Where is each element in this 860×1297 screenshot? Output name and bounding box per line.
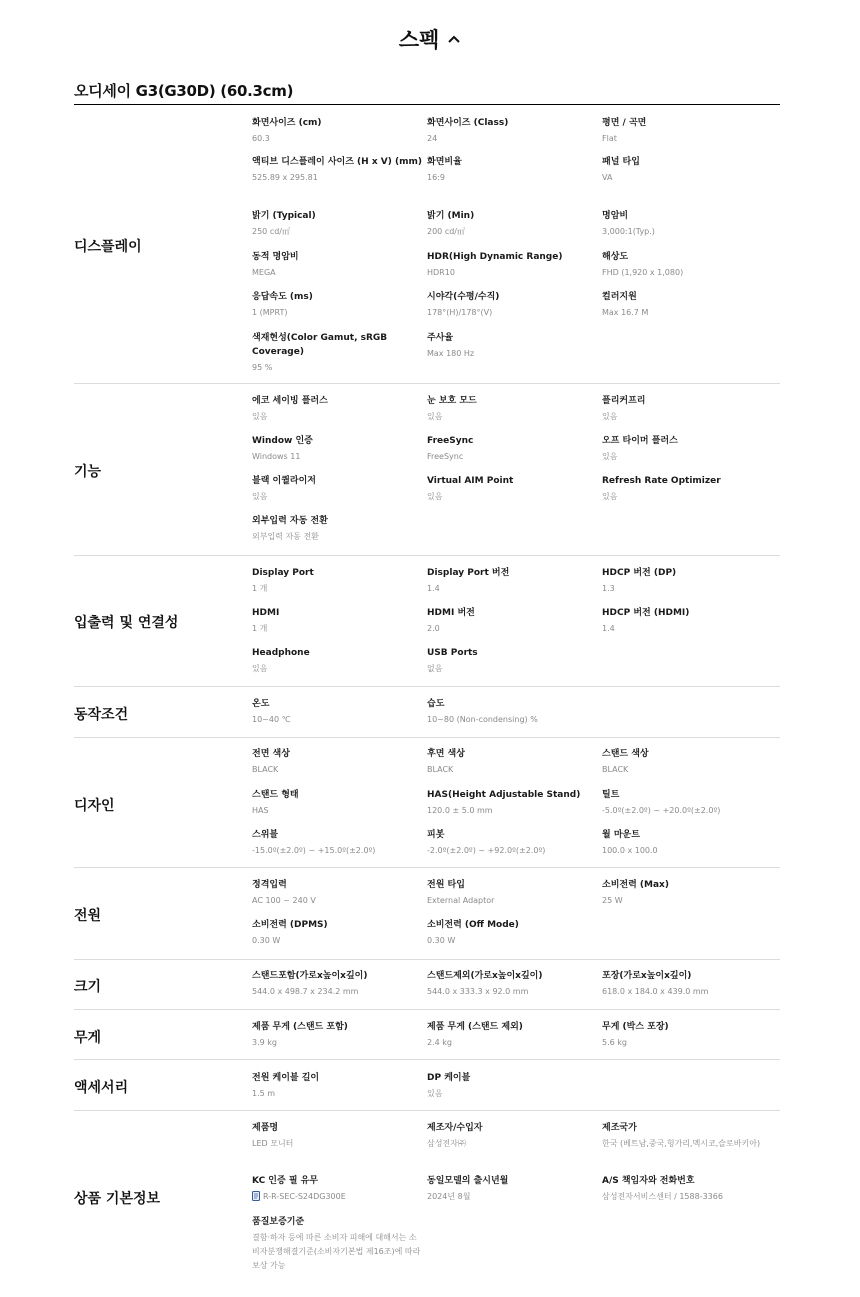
spec-value: 178°(H)/178°(V) [427, 308, 493, 317]
spec-label: 정격입력 [252, 880, 287, 890]
spec-label: 제조자/수입자 [427, 1123, 483, 1133]
spec-item [427, 209, 597, 239]
spec-value: 있음 [252, 412, 268, 421]
spec-label: KC 인증 필 유무 [252, 1176, 319, 1186]
section-title: 디자인 [74, 798, 115, 814]
spec-item [427, 878, 597, 908]
spec-value: 10~40 ℃ [252, 715, 291, 724]
section-title: 전원 [74, 908, 102, 924]
spec-value: 있음 [427, 492, 443, 501]
spec-value: HDR10 [427, 268, 455, 277]
spec-item [427, 1071, 597, 1101]
spec-item [252, 828, 422, 858]
spec-item [252, 1215, 422, 1273]
spec-label: 플리커프리 [602, 396, 646, 406]
spec-item [427, 747, 597, 777]
spec-value: MEGA [252, 268, 276, 277]
spec-item [602, 747, 772, 777]
spec-label: 화면사이즈 (cm) [252, 118, 322, 128]
spec-item [252, 1071, 422, 1101]
spec-label: 소비전력 (DPMS) [252, 920, 328, 930]
spec-value: FHD (1,920 x 1,080) [602, 268, 684, 277]
model-title: 오디세이 G3(G30D) (60.3cm) [74, 82, 294, 100]
spec-item [252, 474, 422, 504]
section-title: 동작조건 [74, 707, 129, 723]
spec-value: 16:9 [427, 173, 445, 182]
spec-label: 시야각(수평/수직) [427, 292, 500, 302]
spec-label: 포장(가로x높이x깊이) [602, 971, 692, 981]
spec-item [427, 969, 597, 999]
spec-label: 에코 세이빙 플러스 [252, 396, 328, 406]
spec-value: Flat [602, 134, 617, 143]
spec-label: DP 케이블 [427, 1073, 471, 1083]
spec-item [602, 290, 772, 320]
spec-label: 제조국가 [602, 1123, 637, 1133]
spec-label: HDCP 버전 (HDMI) [602, 608, 690, 618]
spec-label: USB Ports [427, 648, 478, 658]
spec-value: BLACK [427, 765, 454, 774]
spec-label: 스위블 [252, 830, 279, 840]
spec-section [74, 868, 780, 960]
spec-value: 2.4 kg [427, 1038, 452, 1047]
spec-item [427, 290, 597, 320]
spec-value: 1.3 [602, 584, 615, 593]
spec-value: -15.0º(±2.0º) ~ +15.0º(±2.0º) [252, 846, 376, 855]
spec-value [252, 1190, 422, 1204]
spec-value: External Adaptor [427, 896, 495, 905]
spec-value: 2.0 [427, 624, 440, 633]
spec-item [427, 394, 597, 424]
spec-value: 544.0 x 333.3 x 92.0 mm [427, 987, 529, 996]
spec-label: 해상도 [602, 252, 629, 262]
spec-value: VA [602, 173, 613, 182]
spec-label: 화면비율 [427, 157, 462, 167]
spec-item [427, 1121, 597, 1151]
spec-item [427, 1020, 597, 1050]
spec-item [602, 1174, 772, 1204]
spec-label: 평면 / 곡면 [602, 118, 647, 128]
spec-item [252, 331, 422, 375]
spec-label: Headphone [252, 648, 310, 658]
spec-label: 명암비 [602, 211, 629, 221]
spec-item [427, 331, 597, 361]
spec-value: 5.6 kg [602, 1038, 627, 1047]
spec-item [252, 1121, 422, 1151]
spec-value: -5.0º(±2.0º) ~ +20.0º(±2.0º) [602, 806, 721, 815]
spec-item [602, 566, 772, 596]
spec-label: 온도 [252, 699, 270, 709]
spec-item [602, 878, 772, 908]
spec-item [252, 566, 422, 596]
spec-item [427, 918, 597, 948]
section-title: 무게 [74, 1030, 102, 1046]
spec-value: FreeSync [427, 452, 464, 461]
spec-value: 250 cd/㎡ [252, 227, 290, 236]
spec-label: HAS(Height Adjustable Stand) [427, 790, 581, 800]
spec-value: HAS [252, 806, 269, 815]
spec-section [74, 1060, 780, 1111]
spec-item [252, 209, 422, 239]
spec-item [602, 155, 772, 185]
spec-section [74, 384, 780, 556]
spec-value: BLACK [602, 765, 629, 774]
spec-section [74, 105, 780, 384]
spec-item [602, 1020, 772, 1050]
spec-item [602, 606, 772, 636]
spec-label: 외부입력 자동 전환 [252, 516, 328, 526]
spec-value: 0.30 W [427, 936, 456, 945]
spec-value: 1 개 [252, 624, 268, 633]
spec-value: 결함·하자 등에 따른 소비자 피해에 대해서는 소비자분쟁해결기준(소비자기본법 제16조)에 따라 보상 가능 [252, 1233, 421, 1270]
spec-value: 10~80 (Non-condensing) % [427, 715, 538, 724]
spec-value: 3,000:1(Typ.) [602, 227, 655, 236]
spec-value: 544.0 x 498.7 x 234.2 mm [252, 987, 359, 996]
spec-value: 외부입력 자동 전환 [252, 532, 319, 541]
spec-value-text: R-R-SEC-S24DG300E [263, 1192, 346, 1201]
spec-label: 무게 (박스 포장) [602, 1022, 669, 1032]
spec-value: Windows 11 [252, 452, 301, 461]
spec-item [252, 918, 422, 948]
section-title: 상품 기본정보 [74, 1191, 161, 1207]
spec-item [252, 878, 422, 908]
spec-label: 응답속도 (ms) [252, 292, 313, 302]
spec-item [602, 474, 772, 504]
spec-item [252, 394, 422, 424]
spec-label: 패널 타입 [602, 157, 640, 167]
spec-label: FreeSync [427, 436, 474, 446]
spec-value: 95 % [252, 363, 273, 372]
spec-label: 동일모델의 출시년월 [427, 1176, 509, 1186]
spec-item [252, 290, 422, 320]
spec-label: 주사율 [427, 333, 454, 343]
section-title: 기능 [74, 464, 102, 480]
spec-label: 밝기 (Typical) [252, 211, 316, 221]
spec-label: 눈 보호 모드 [427, 396, 477, 406]
chevron-up-icon [447, 32, 461, 46]
spec-title: 스펙 [398, 28, 440, 52]
spec-item [427, 646, 597, 676]
spec-item [427, 697, 597, 727]
spec-label: 전원 케이블 길이 [252, 1073, 320, 1083]
spec-item [252, 747, 422, 777]
spec-value: 1.4 [602, 624, 615, 633]
spec-item [602, 209, 772, 239]
spec-item [602, 116, 772, 146]
spec-value: BLACK [252, 765, 279, 774]
spec-item [252, 788, 422, 818]
spec-item [252, 1174, 422, 1204]
spec-value: 있음 [602, 412, 618, 421]
spec-label: 오프 타이머 플러스 [602, 436, 678, 446]
spec-value: 삼성전자서비스센터 / 1588-3366 [602, 1192, 723, 1201]
spec-label: 전원 타입 [427, 880, 465, 890]
spec-value: Max 16.7 M [602, 308, 649, 317]
spec-label: 틸트 [602, 790, 620, 800]
spec-label: 품질보증기준 [252, 1217, 305, 1227]
spec-value: 120.0 ± 5.0 mm [427, 806, 493, 815]
spec-label: HDR(High Dynamic Range) [427, 252, 563, 262]
spec-label: 밝기 (Min) [427, 211, 475, 221]
section-title: 디스플레이 [74, 239, 142, 255]
spec-value: 1 (MPRT) [252, 308, 288, 317]
spec-item [252, 606, 422, 636]
spec-section [74, 687, 780, 738]
section-title: 입출력 및 연결성 [74, 615, 179, 631]
spec-value: 200 cd/㎡ [427, 227, 465, 236]
spec-label: 제품 무게 (스탠드 포함) [252, 1022, 348, 1032]
spec-item [252, 969, 422, 999]
spec-value: 25 W [602, 896, 623, 905]
spec-item [252, 434, 422, 464]
spec-value: 24 [427, 134, 438, 143]
spec-label: A/S 책임자와 전화번호 [602, 1176, 695, 1186]
spec-item [427, 828, 597, 858]
spec-label: 습도 [427, 699, 445, 709]
spec-label: 소비전력 (Max) [602, 880, 669, 890]
spec-item [602, 969, 772, 999]
spec-label: 스탠드 형태 [252, 790, 299, 800]
spec-item [252, 697, 422, 727]
spec-item [252, 155, 422, 185]
spec-item [427, 566, 597, 596]
spec-item [252, 646, 422, 676]
spec-label: 제품 무게 (스탠드 제외) [427, 1022, 523, 1032]
spec-section [74, 960, 780, 1010]
spec-label: 제품명 [252, 1123, 279, 1133]
spec-section [74, 1111, 780, 1280]
spec-value: 삼성전자㈜ [427, 1139, 466, 1148]
spec-label: HDCP 버전 (DP) [602, 568, 677, 578]
spec-label: 스탠드 색상 [602, 749, 649, 759]
spec-label: 컬러지원 [602, 292, 637, 302]
spec-section [74, 1010, 780, 1060]
spec-value: 60.3 [252, 134, 270, 143]
spec-value: 1.4 [427, 584, 440, 593]
spec-label: 후면 색상 [427, 749, 465, 759]
spec-label: 월 마운트 [602, 830, 640, 840]
spec-label: 소비전력 (Off Mode) [427, 920, 519, 930]
spec-value: 있음 [252, 492, 268, 501]
spec-value: -2.0º(±2.0º) ~ +92.0º(±2.0º) [427, 846, 546, 855]
spec-label: Display Port [252, 568, 314, 578]
spec-value: 2024년 8월 [427, 1192, 471, 1201]
spec-item [252, 514, 422, 544]
spec-value: AC 100 ~ 240 V [252, 896, 316, 905]
section-title: 크기 [74, 979, 102, 995]
spec-item [427, 606, 597, 636]
spec-value: 1.5 m [252, 1089, 276, 1098]
spec-toggle[interactable] [0, 22, 860, 56]
spec-label: 블랙 이퀄라이저 [252, 476, 316, 486]
spec-label: Refresh Rate Optimizer [602, 476, 721, 486]
spec-item [252, 250, 422, 280]
spec-value: 1 개 [252, 584, 268, 593]
spec-item [427, 116, 597, 146]
spec-label: Virtual AIM Point [427, 476, 514, 486]
spec-label: Window 인증 [252, 436, 313, 446]
spec-item [427, 434, 597, 464]
spec-section [74, 738, 780, 868]
spec-label: 색재현성(Color Gamut, sRGB Coverage) [252, 333, 388, 357]
spec-label: 피봇 [427, 830, 445, 840]
spec-item [602, 1121, 772, 1151]
spec-value: 100.0 x 100.0 [602, 846, 658, 855]
kc-certification-icon [252, 1191, 260, 1201]
spec-item [602, 394, 772, 424]
spec-value: 있음 [427, 412, 443, 421]
spec-value: 없음 [427, 664, 443, 673]
spec-section [74, 556, 780, 687]
spec-value: LED 모니터 [252, 1139, 294, 1148]
spec-label: 화면사이즈 (Class) [427, 118, 509, 128]
spec-item [602, 434, 772, 464]
spec-label: HDMI [252, 608, 280, 618]
spec-item [252, 1020, 422, 1050]
spec-value: 있음 [602, 492, 618, 501]
spec-value: 있음 [602, 452, 618, 461]
spec-item [427, 155, 597, 185]
spec-item [252, 116, 422, 146]
spec-item [427, 788, 597, 818]
spec-value: 있음 [427, 1089, 443, 1098]
spec-label: 스탠드포함(가로x높이x깊이) [252, 971, 368, 981]
spec-value: 525.89 x 295.81 [252, 173, 318, 182]
spec-label: Display Port 버전 [427, 568, 510, 578]
spec-label: 스탠드제외(가로x높이x깊이) [427, 971, 543, 981]
spec-value: 3.9 kg [252, 1038, 277, 1047]
section-title: 액세서리 [74, 1080, 129, 1096]
spec-label: HDMI 버전 [427, 608, 475, 618]
spec-item [602, 788, 772, 818]
spec-value: 있음 [252, 664, 268, 673]
spec-value: 0.30 W [252, 936, 281, 945]
spec-label: 액티브 디스플레이 사이즈 (H x V) (mm) [252, 157, 422, 167]
spec-label: 동적 명암비 [252, 252, 299, 262]
spec-value: Max 180 Hz [427, 349, 475, 358]
spec-value: 한국 (베트남,중국,헝가리,멕시코,슬로바키아) [602, 1139, 761, 1148]
spec-item [602, 828, 772, 858]
spec-label: 전면 색상 [252, 749, 290, 759]
spec-item [427, 1174, 597, 1204]
spec-value: 618.0 x 184.0 x 439.0 mm [602, 987, 709, 996]
spec-item [602, 250, 772, 280]
spec-item [427, 474, 597, 504]
spec-item [427, 250, 597, 280]
